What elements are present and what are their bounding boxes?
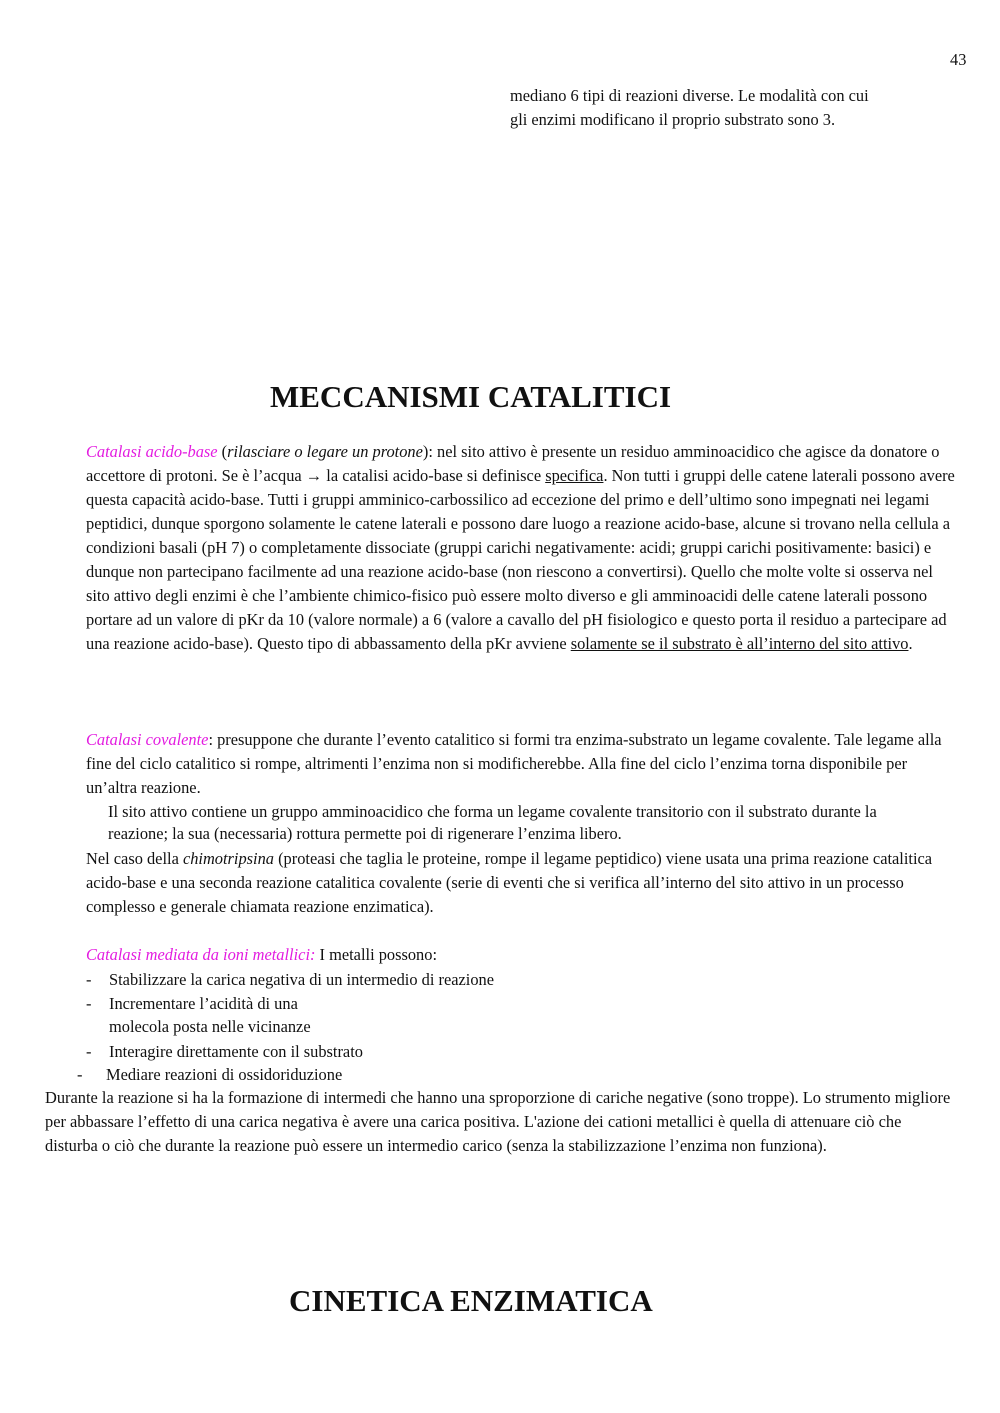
metal-intro-text: I metalli possono: — [315, 945, 438, 964]
paragraph-chymotrypsin — [86, 847, 956, 919]
chymo-pre: Nel caso della — [86, 849, 183, 868]
specifica-underlined: specifica — [545, 466, 604, 485]
acid-base-text-2: . Non tutti i gruppi delle catene laterali possono avere questa capacità acido-base. Tutti i gruppi amminico-carbossilico ad eccezione del primo e dell’ultimo sono impegnati nei legami peptidici, dunque sporgono solamente le catene laterali e possono dare luogo a reazione acido-base, alcune si trovano nella cellula a condizioni basali (pH 7) o completamente dissociate (gruppi carichi negativamente: acidi; gruppi carichi positivamente: basici) e dunque non partecipano facilmente ad una reazione acido-base (non riescono a convertirsi). Quello che molte volte si osserva nel sito attivo degli enzimi è che l’ambiente chimico-fisico può essere molto diverso e gli amminoacidi delle catene laterali possono portare ad un valore di pKr da 10 (valore normale) a 6 (valore a cavallo del pH fisiologico e questo porta il residuo a partecipare ad una reazione acido-base). Questo tipo di abbassamento della pKr avviene — [86, 466, 955, 653]
bullet-dash-3: - — [86, 1042, 92, 1061]
top-fragment — [510, 84, 950, 132]
term-metal: Catalasi mediata da ioni metallici: — [86, 945, 316, 964]
bullet-item-2: Incrementare l’acidità di una — [109, 994, 298, 1013]
bullet-item-1: Stabilizzare la carica negativa di un intermedio di reazione — [109, 970, 494, 989]
top-fragment-line-1: mediano 6 tipi di reazioni diverse. Le modalità con cui — [510, 86, 869, 105]
paragraph-acid-base — [86, 440, 956, 656]
bullet-dash-1: - — [86, 970, 92, 989]
bullet-item-4: Mediare reazioni di ossidoriduzione — [106, 1065, 343, 1084]
section-title-meccanismi: MECCANISMI CATALITICI — [270, 379, 672, 414]
page-number: 43 — [950, 50, 967, 69]
section-title-cinetica: CINETICA ENZIMATICA — [289, 1283, 653, 1318]
acid-base-underlined-end: solamente se il substrato è all’interno del sito attivo — [570, 634, 909, 653]
paren-italic: rilasciare o legare un protone — [227, 442, 423, 461]
bullet-item-3: Interagire direttamente con il substrato — [109, 1042, 363, 1061]
acid-base-end: . — [908, 634, 913, 653]
term-acid-base: Catalasi acido-base — [86, 442, 218, 461]
chymo-post: (proteasi che taglia le proteine, rompe il legame peptidico) viene usata una prima reazione catalitica acido-base e una seconda reazione catalitica covalente (serie di eventi che si verifica all’interno del sito attivo in un processo complesso e generale chiamata reazione enzimatica). — [86, 849, 933, 916]
chymotrypsin-term: chimotripsina — [182, 849, 274, 868]
paren-open: ( — [217, 442, 228, 461]
bullet-dash-2: - — [86, 994, 92, 1013]
covalent-indented-note: Il sito attivo contiene un gruppo amminoacidico che forma un legame covalente transitorio con il substrato durante la reazione; la sua (necessaria) rottura permette poi di rigenerare l’enzima libero. — [108, 802, 877, 843]
covalent-text: : presuppone che durante l’evento catalitico si formi tra enzima-substrato un legame covalente. Tale legame alla fine del ciclo catalitico si rompe, altrimenti l’enzima non si modificherebbe. Alla fine del ciclo l’enzima torna disponibile per un’altra reazione. — [86, 730, 942, 797]
acid-base-text-1: ): nel sito attivo è presente un residuo amminoacidico che agisce da donatore o accettore di protoni. Se è l’acqua → la catalisi acido-base si definisce — [86, 442, 940, 485]
bullet-dash-4: - — [77, 1065, 83, 1084]
paragraph-covalent — [86, 728, 956, 800]
term-covalent: Catalasi covalente — [86, 730, 209, 749]
top-fragment-line-2: gli enzimi modificano il proprio substrato sono 3. — [510, 110, 836, 129]
metal-closing-paragraph: Durante la reazione si ha la formazione di intermedi che hanno una sproporzione di cariche negative (sono troppe). Lo strumento migliore per abbassare l’effetto di una carica negativa è avere una carica positiva. L'azione dei cationi metallici è quella di attenuare ciò che disturba o ciò che durante la reazione può essere un intermedio carico (senza la stabilizzazione l’enzima non funziona). — [45, 1088, 951, 1155]
bullet-item-2-continued: molecola posta nelle vicinanze — [109, 1017, 311, 1036]
metal-intro — [86, 943, 437, 967]
